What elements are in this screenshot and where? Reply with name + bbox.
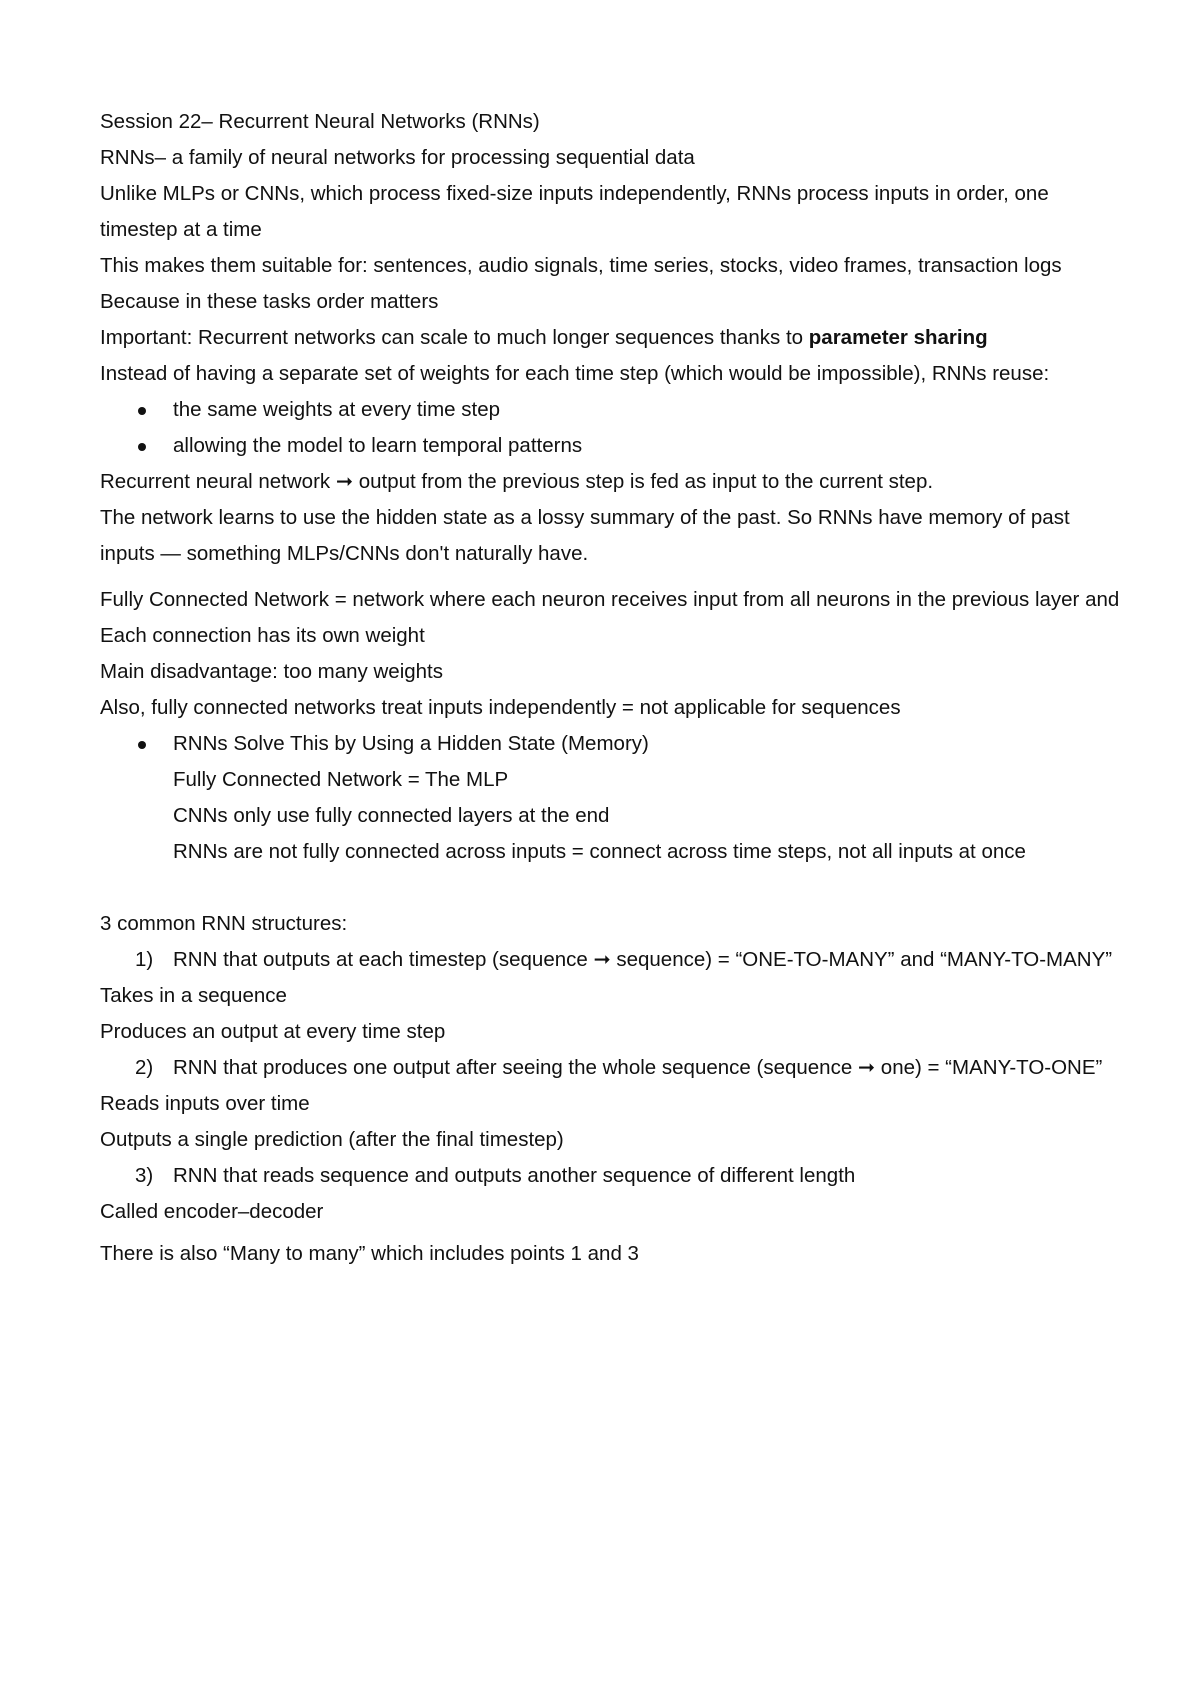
recurrent-line: Recurrent neural network ➞ output from the previous step is fed as input to the current step. [100,470,934,493]
bullet-icon [138,741,146,749]
document-body [100,104,1130,1272]
intro-line: Because in these tasks order matters [100,290,439,313]
bullet-icon [138,407,146,415]
structure-item [100,1050,1130,1086]
fc-subline: Fully Connected Network = The MLP [173,768,509,791]
structure-text: RNN that reads sequence and outputs another sequence of different length [173,1164,856,1187]
structure-note: Reads inputs over time [100,1092,310,1115]
fc-bullet-list [100,726,1130,762]
important-line [100,320,1130,356]
list-item [100,392,1130,428]
recurrent-line: The network learns to use the hidden state as a lossy summary of the past. So RNNs have memory of past inputs — something MLPs/CNNs don't naturally have. [100,506,1070,565]
structure-note: Outputs a single prediction (after the final timestep) [100,1128,564,1151]
structure-note: Produces an output at every time step [100,1020,446,1043]
structure-note: Called encoder–decoder [100,1200,324,1223]
list-item-text: allowing the model to learn temporal patterns [173,434,583,457]
structure-item [100,942,1130,978]
important-text: Important: Recurrent networks can scale to much longer sequences thanks to [100,326,809,349]
structures-heading: 3 common RNN structures: [100,912,348,935]
fc-line: Main disadvantage: too many weights [100,660,444,683]
page-title: Session 22– Recurrent Neural Networks (RNNs) [100,110,540,133]
intro-line: Unlike MLPs or CNNs, which process fixed-size inputs independently, RNNs process inputs in order, one timestep at a time [100,182,1049,241]
fc-subline: CNNs only use fully connected layers at the end [173,804,610,827]
reuse-line: Instead of having a separate set of weights for each time step (which would be impossible), RNNs reuse: [100,362,1050,385]
list-item [100,428,1130,464]
closing-line: There is also “Many to many” which includes points 1 and 3 [100,1242,639,1265]
structure-number: 1) [135,948,154,971]
important-bold: parameter sharing [808,326,988,349]
structure-text: RNN that produces one output after seeing the whole sequence (sequence ➞ one) = “MANY-TO-ONE” [173,1056,1103,1079]
list-item [100,726,1130,762]
structure-text: RNN that outputs at each timestep (sequence ➞ sequence) = “ONE-TO-MANY” and “MANY-TO-MANY” [173,948,1113,971]
structure-item [100,1158,1130,1194]
fc-line: Also, fully connected networks treat inputs independently = not applicable for sequences [100,696,901,719]
structure-number: 3) [135,1164,154,1187]
fc-line: Fully Connected Network = network where each neuron receives input from all neurons in the previous layer and Each connection has its own weight [100,588,1120,647]
structure-number: 2) [135,1056,154,1079]
fc-subline: RNNs are not fully connected across inputs = connect across time steps, not all inputs at once [173,840,1026,863]
intro-line: RNNs– a family of neural networks for processing sequential data [100,146,695,169]
bullet-icon [138,443,146,451]
list-item-text: the same weights at every time step [173,398,501,421]
list-item-text: RNNs Solve This by Using a Hidden State (Memory) [173,732,649,755]
structure-note: Takes in a sequence [100,984,287,1007]
spacer [100,870,1130,906]
reuse-bullet-list [100,392,1130,464]
intro-line: This makes them suitable for: sentences, audio signals, time series, stocks, video frames, transaction logs [100,254,1062,277]
